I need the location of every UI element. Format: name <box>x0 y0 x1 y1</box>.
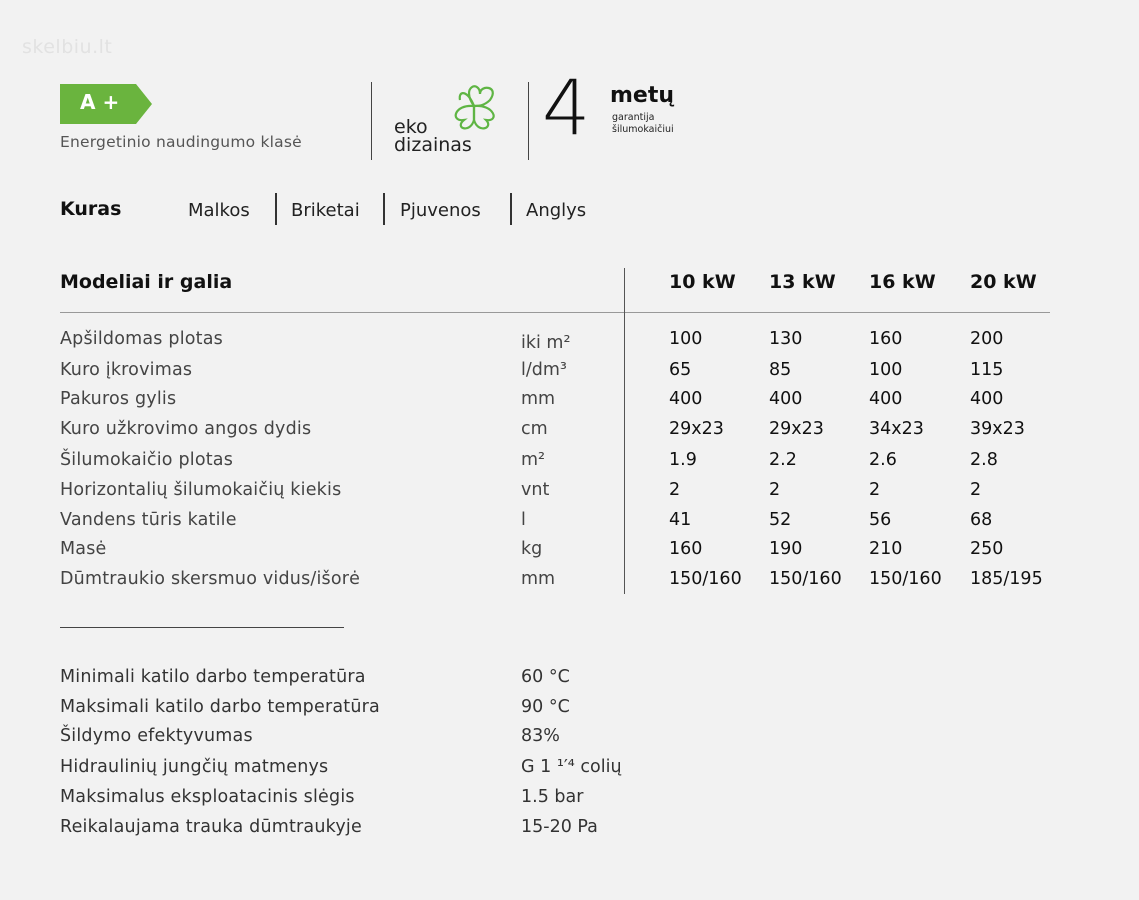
spec-value: 160 <box>669 539 703 559</box>
warranty-subtitle: garantija <box>612 112 655 123</box>
spec-value: 115 <box>970 360 1004 380</box>
spec-value: 52 <box>769 510 792 530</box>
spec-unit: vnt <box>521 480 550 500</box>
param-value: 90 °C <box>521 697 570 717</box>
spec-value: 56 <box>869 510 892 530</box>
spec-value: 400 <box>869 389 903 409</box>
spec-label: Masė <box>60 539 107 559</box>
table-header-rule <box>60 312 1050 313</box>
param-label: Reikalaujama trauka dūmtraukyje <box>60 817 362 837</box>
spec-value: 2 <box>669 480 681 500</box>
warranty-years-word: metų <box>610 83 675 108</box>
spec-value: 100 <box>869 360 903 380</box>
param-label: Minimali katilo darbo temperatūra <box>60 667 366 687</box>
param-label: Maksimali katilo darbo temperatūra <box>60 697 380 717</box>
param-label: Hidraulinių jungčių matmenys <box>60 757 329 777</box>
param-label: Šildymo efektyvumas <box>60 726 253 746</box>
spec-value: 65 <box>669 360 692 380</box>
spec-value: 250 <box>970 539 1004 559</box>
spec-value: 185/195 <box>970 569 1043 589</box>
model-column-header: 16 kW <box>869 271 936 293</box>
fuel-title: Kuras <box>60 198 122 220</box>
spec-value: 130 <box>769 329 803 349</box>
spec-value: 100 <box>669 329 703 349</box>
fuel-item: Anglys <box>526 200 587 221</box>
warranty-subtitle: šilumokaičiui <box>612 124 674 135</box>
fuel-item: Pjuvenos <box>400 200 481 221</box>
spec-value: 210 <box>869 539 903 559</box>
spec-unit: cm <box>521 419 548 439</box>
spec-value: 2.8 <box>970 450 998 470</box>
spec-value: 68 <box>970 510 993 530</box>
fuel-separator <box>383 193 385 225</box>
spec-unit: m² <box>521 450 546 470</box>
spec-label: Dūmtraukio skersmuo vidus/išorė <box>60 569 361 589</box>
spec-label: Kuro užkrovimo angos dydis <box>60 419 312 439</box>
param-label: Maksimalus eksploatacinis slėgis <box>60 787 355 807</box>
spec-value: 29x23 <box>669 419 724 439</box>
spec-label: Pakuros gylis <box>60 389 177 409</box>
spec-value: 2 <box>769 480 781 500</box>
spec-unit: mm <box>521 569 556 589</box>
spec-unit: kg <box>521 539 543 559</box>
warranty-years-digit: 4 <box>542 63 591 152</box>
fuel-item: Malkos <box>188 200 250 221</box>
param-value: 15-20 Pa <box>521 817 598 837</box>
spec-label: Kuro įkrovimas <box>60 360 193 380</box>
table-column-rule <box>624 268 625 594</box>
spec-value: 150/160 <box>669 569 742 589</box>
spec-value: 34x23 <box>869 419 924 439</box>
model-column-header: 10 kW <box>669 271 736 293</box>
spec-label: Šilumokaičio plotas <box>60 450 234 470</box>
fuel-item: Briketai <box>291 200 360 221</box>
model-column-header: 20 kW <box>970 271 1037 293</box>
spec-value: 2.6 <box>869 450 897 470</box>
spec-value: 39x23 <box>970 419 1025 439</box>
spec-unit: mm <box>521 389 556 409</box>
energy-class-caption: Energetinio naudingumo klasė <box>60 133 302 151</box>
spec-value: 400 <box>669 389 703 409</box>
spec-value: 160 <box>869 329 903 349</box>
fuel-separator <box>275 193 277 225</box>
spec-value: 150/160 <box>769 569 842 589</box>
param-value: 1.5 bar <box>521 787 584 807</box>
param-value: 60 °C <box>521 667 570 687</box>
models-table-title: Modeliai ir galia <box>60 271 233 293</box>
header-divider <box>371 82 372 160</box>
spec-value: 2 <box>970 480 982 500</box>
spec-unit: iki m² <box>521 333 571 353</box>
spec-value: 1.9 <box>669 450 697 470</box>
clover-icon <box>440 80 508 132</box>
energy-class-label: A + <box>80 90 120 114</box>
spec-value: 29x23 <box>769 419 824 439</box>
spec-value: 2.2 <box>769 450 797 470</box>
spec-value: 190 <box>769 539 803 559</box>
model-column-header: 13 kW <box>769 271 836 293</box>
watermark: skelbiu.lt <box>22 36 113 58</box>
spec-value: 85 <box>769 360 792 380</box>
param-value: G 1 ¹′⁴ colių <box>521 757 622 777</box>
spec-value: 41 <box>669 510 692 530</box>
spec-value: 200 <box>970 329 1004 349</box>
spec-value: 150/160 <box>869 569 942 589</box>
spec-label: Vandens tūris katile <box>60 510 237 530</box>
header-divider <box>528 82 529 160</box>
param-value: 83% <box>521 726 560 746</box>
spec-label: Apšildomas plotas <box>60 329 223 349</box>
eco-design-line1: eko <box>394 116 428 138</box>
spec-label: Horizontalių šilumokaičių kiekis <box>60 480 342 500</box>
spec-value: 2 <box>869 480 881 500</box>
section-divider <box>60 627 344 628</box>
spec-unit: l <box>521 510 526 530</box>
spec-unit: l/dm³ <box>521 360 567 380</box>
spec-value: 400 <box>970 389 1004 409</box>
spec-value: 400 <box>769 389 803 409</box>
eco-design-line2: dizainas <box>394 134 472 156</box>
fuel-separator <box>510 193 512 225</box>
